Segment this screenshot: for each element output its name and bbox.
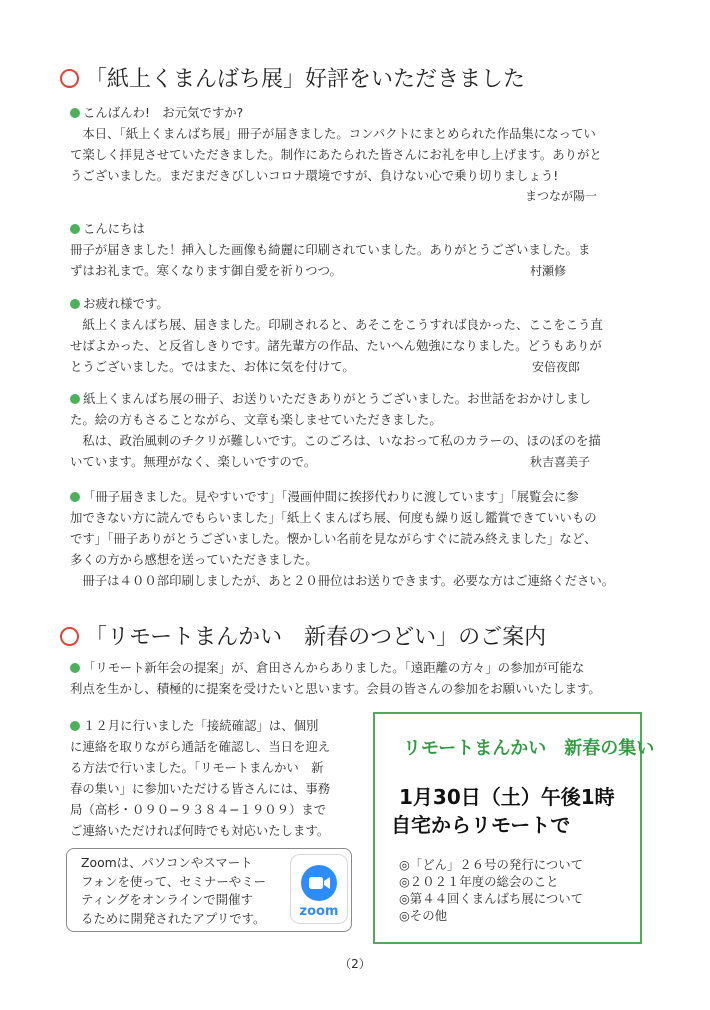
video-camera-icon bbox=[301, 865, 337, 901]
signature: 安倍夜郎 bbox=[532, 360, 581, 374]
agenda-item: ◎その他 bbox=[399, 908, 447, 923]
signature: 村瀬修 bbox=[530, 264, 567, 278]
letter-line: お疲れ様です。 bbox=[83, 296, 169, 311]
bullet-icon bbox=[70, 492, 80, 502]
bullet-icon bbox=[70, 299, 80, 309]
zoom-note-line: Zoomは、パソコンやスマート bbox=[81, 855, 253, 870]
agenda-item: ◎２０２１年度の総会のこと bbox=[399, 874, 559, 889]
feedback-paragraph bbox=[70, 486, 658, 591]
letter-4 bbox=[70, 388, 658, 472]
letter-line: 冊子が届きました！挿入した画像も綺麗に印刷されていました。ありがとうございました。ま bbox=[70, 242, 591, 257]
letter-line: た。絵の方もさることながら、文章も楽しませていただきました。 bbox=[70, 412, 442, 427]
connection-line: 春の集い」に参加いただける皆さんには、事務 bbox=[70, 781, 331, 796]
letter-line: せばよかった、と反省しきりです。諸先輩方の作品、たいへん勉強になりました。どうもありが bbox=[70, 338, 602, 353]
event-place: 自宅からリモートで bbox=[391, 813, 571, 837]
zoom-note-line: フォンを使って、セミナーやミー bbox=[81, 873, 266, 889]
event-title: リモートまんかい 新春の集い bbox=[403, 738, 655, 759]
feedback-line: 多くの方から感想を送っていただきました。 bbox=[70, 552, 318, 567]
connection-paragraph bbox=[70, 715, 360, 841]
connection-line: る方法で行いました。「リモートまんかい 新 bbox=[70, 760, 324, 775]
letter-line: 私は、政治風刺のチクリが難しいです。このごろは、いなおって私のカラーの、ほのぼのを描 bbox=[70, 433, 601, 448]
zoom-logo bbox=[291, 855, 347, 923]
letter-line: 紙上くまんばち展、届きました。印刷されると、あそこをこうすれば良かった、ここをこう直 bbox=[70, 317, 603, 332]
feedback-line: 「冊子届きました。見やすいです」「漫画仲間に挨拶代わりに渡しています」「展覧会に参 bbox=[83, 489, 579, 504]
connection-line: に連絡を取りながら通話を確認し、当日を迎え bbox=[70, 739, 331, 754]
letter-line: うございました。まだまだきびしいコロナ環境ですが、負けない心で乗り切りましょう! bbox=[70, 168, 559, 183]
letter-1 bbox=[70, 102, 658, 207]
letter-line: とうございました。ではまた、お体に気を付けて。 bbox=[70, 359, 355, 374]
bullet-icon bbox=[70, 394, 80, 404]
zoom-note-box bbox=[66, 848, 352, 932]
letter-line: ずはお礼まで。寒くなります御自愛を祈りつつ。 bbox=[70, 263, 342, 278]
zoom-note-line: ティングをオンラインで開催す bbox=[81, 892, 253, 907]
bullet-icon bbox=[70, 721, 80, 731]
bullet-icon bbox=[70, 663, 80, 673]
section2-heading bbox=[60, 620, 546, 651]
feedback-line: 冊子は４００部印刷しましたが、あと２０冊位はお送りできます。必要な方はご連絡ください。 bbox=[70, 573, 615, 588]
letter-line: て楽しく拝見させていただきました。制作にあたられた皆さんにお礼を申し上げます。ありがと bbox=[70, 147, 602, 162]
section1-heading bbox=[60, 62, 525, 93]
zoom-wordmark: zoom bbox=[299, 904, 339, 919]
letter-line: こんにちは bbox=[83, 221, 145, 236]
agenda-item: ◎「どん」２６号の発行について bbox=[399, 857, 584, 872]
bullet-icon bbox=[70, 224, 80, 234]
signature: 秋吉喜美子 bbox=[530, 455, 591, 469]
zoom-note bbox=[81, 854, 266, 928]
page-number: （2） bbox=[339, 957, 371, 971]
event-date: 1月30日（土）午後1時 bbox=[399, 785, 615, 809]
section2-heading-text: 「リモートまんかい 新春のつどい」のご案内 bbox=[85, 625, 547, 650]
event-box bbox=[373, 712, 655, 944]
circle-icon bbox=[60, 69, 79, 88]
zoom-note-line: るために開発されたアプリです。 bbox=[81, 910, 266, 926]
feedback-line: 加できない方に読んでもらいました」「紙上くまんばち展、何度も繰り返し鑑賞できていいもの bbox=[70, 510, 597, 525]
feedback-line: です」「冊子ありがとうございました。懐かしい名前を見ながらすぐに読み終えました」など、 bbox=[70, 531, 597, 546]
agenda-item: ◎第４４回くまんばち展について bbox=[399, 891, 584, 906]
intro-line: 利点を生かし、積極的に提案を受けたいと思います。会員の皆さんの参加をお願いいたします。 bbox=[70, 681, 601, 696]
event-agenda bbox=[399, 856, 583, 924]
section1-heading-text: 「紙上くまんばち展」好評をいただきました bbox=[85, 67, 526, 92]
connection-line: ご連絡いただければ何時でも対応いたします。 bbox=[70, 823, 330, 838]
letter-line: 紙上くまんばち展の冊子、お送りいただきありがとうございました。お世話をおかけしまし bbox=[83, 391, 592, 406]
letter-2 bbox=[70, 218, 658, 281]
connection-line: １２月に行いました「接続確認」は、個別 bbox=[83, 718, 319, 733]
letter-3 bbox=[70, 293, 658, 377]
connection-line: 局（高杉・０９０−９３８４−１９０９）まで bbox=[70, 802, 327, 817]
remote-intro bbox=[70, 657, 658, 699]
circle-icon bbox=[60, 627, 79, 646]
letter-line: こんばんわ! お元気ですか? bbox=[83, 105, 244, 120]
intro-line: 「リモート新年会の提案」が、倉田さんからありました。「遠距離の方々」の参加が可能な bbox=[83, 660, 585, 675]
letter-line: 本日、「紙上くまんばち展」冊子が届きました。コンパクトにまとめられた作品集になってい bbox=[70, 126, 596, 141]
letter-line: いています。無理がなく、楽しいですので。 bbox=[70, 454, 317, 469]
bullet-icon bbox=[70, 108, 80, 118]
signature: まつなが陽一 bbox=[525, 189, 598, 203]
